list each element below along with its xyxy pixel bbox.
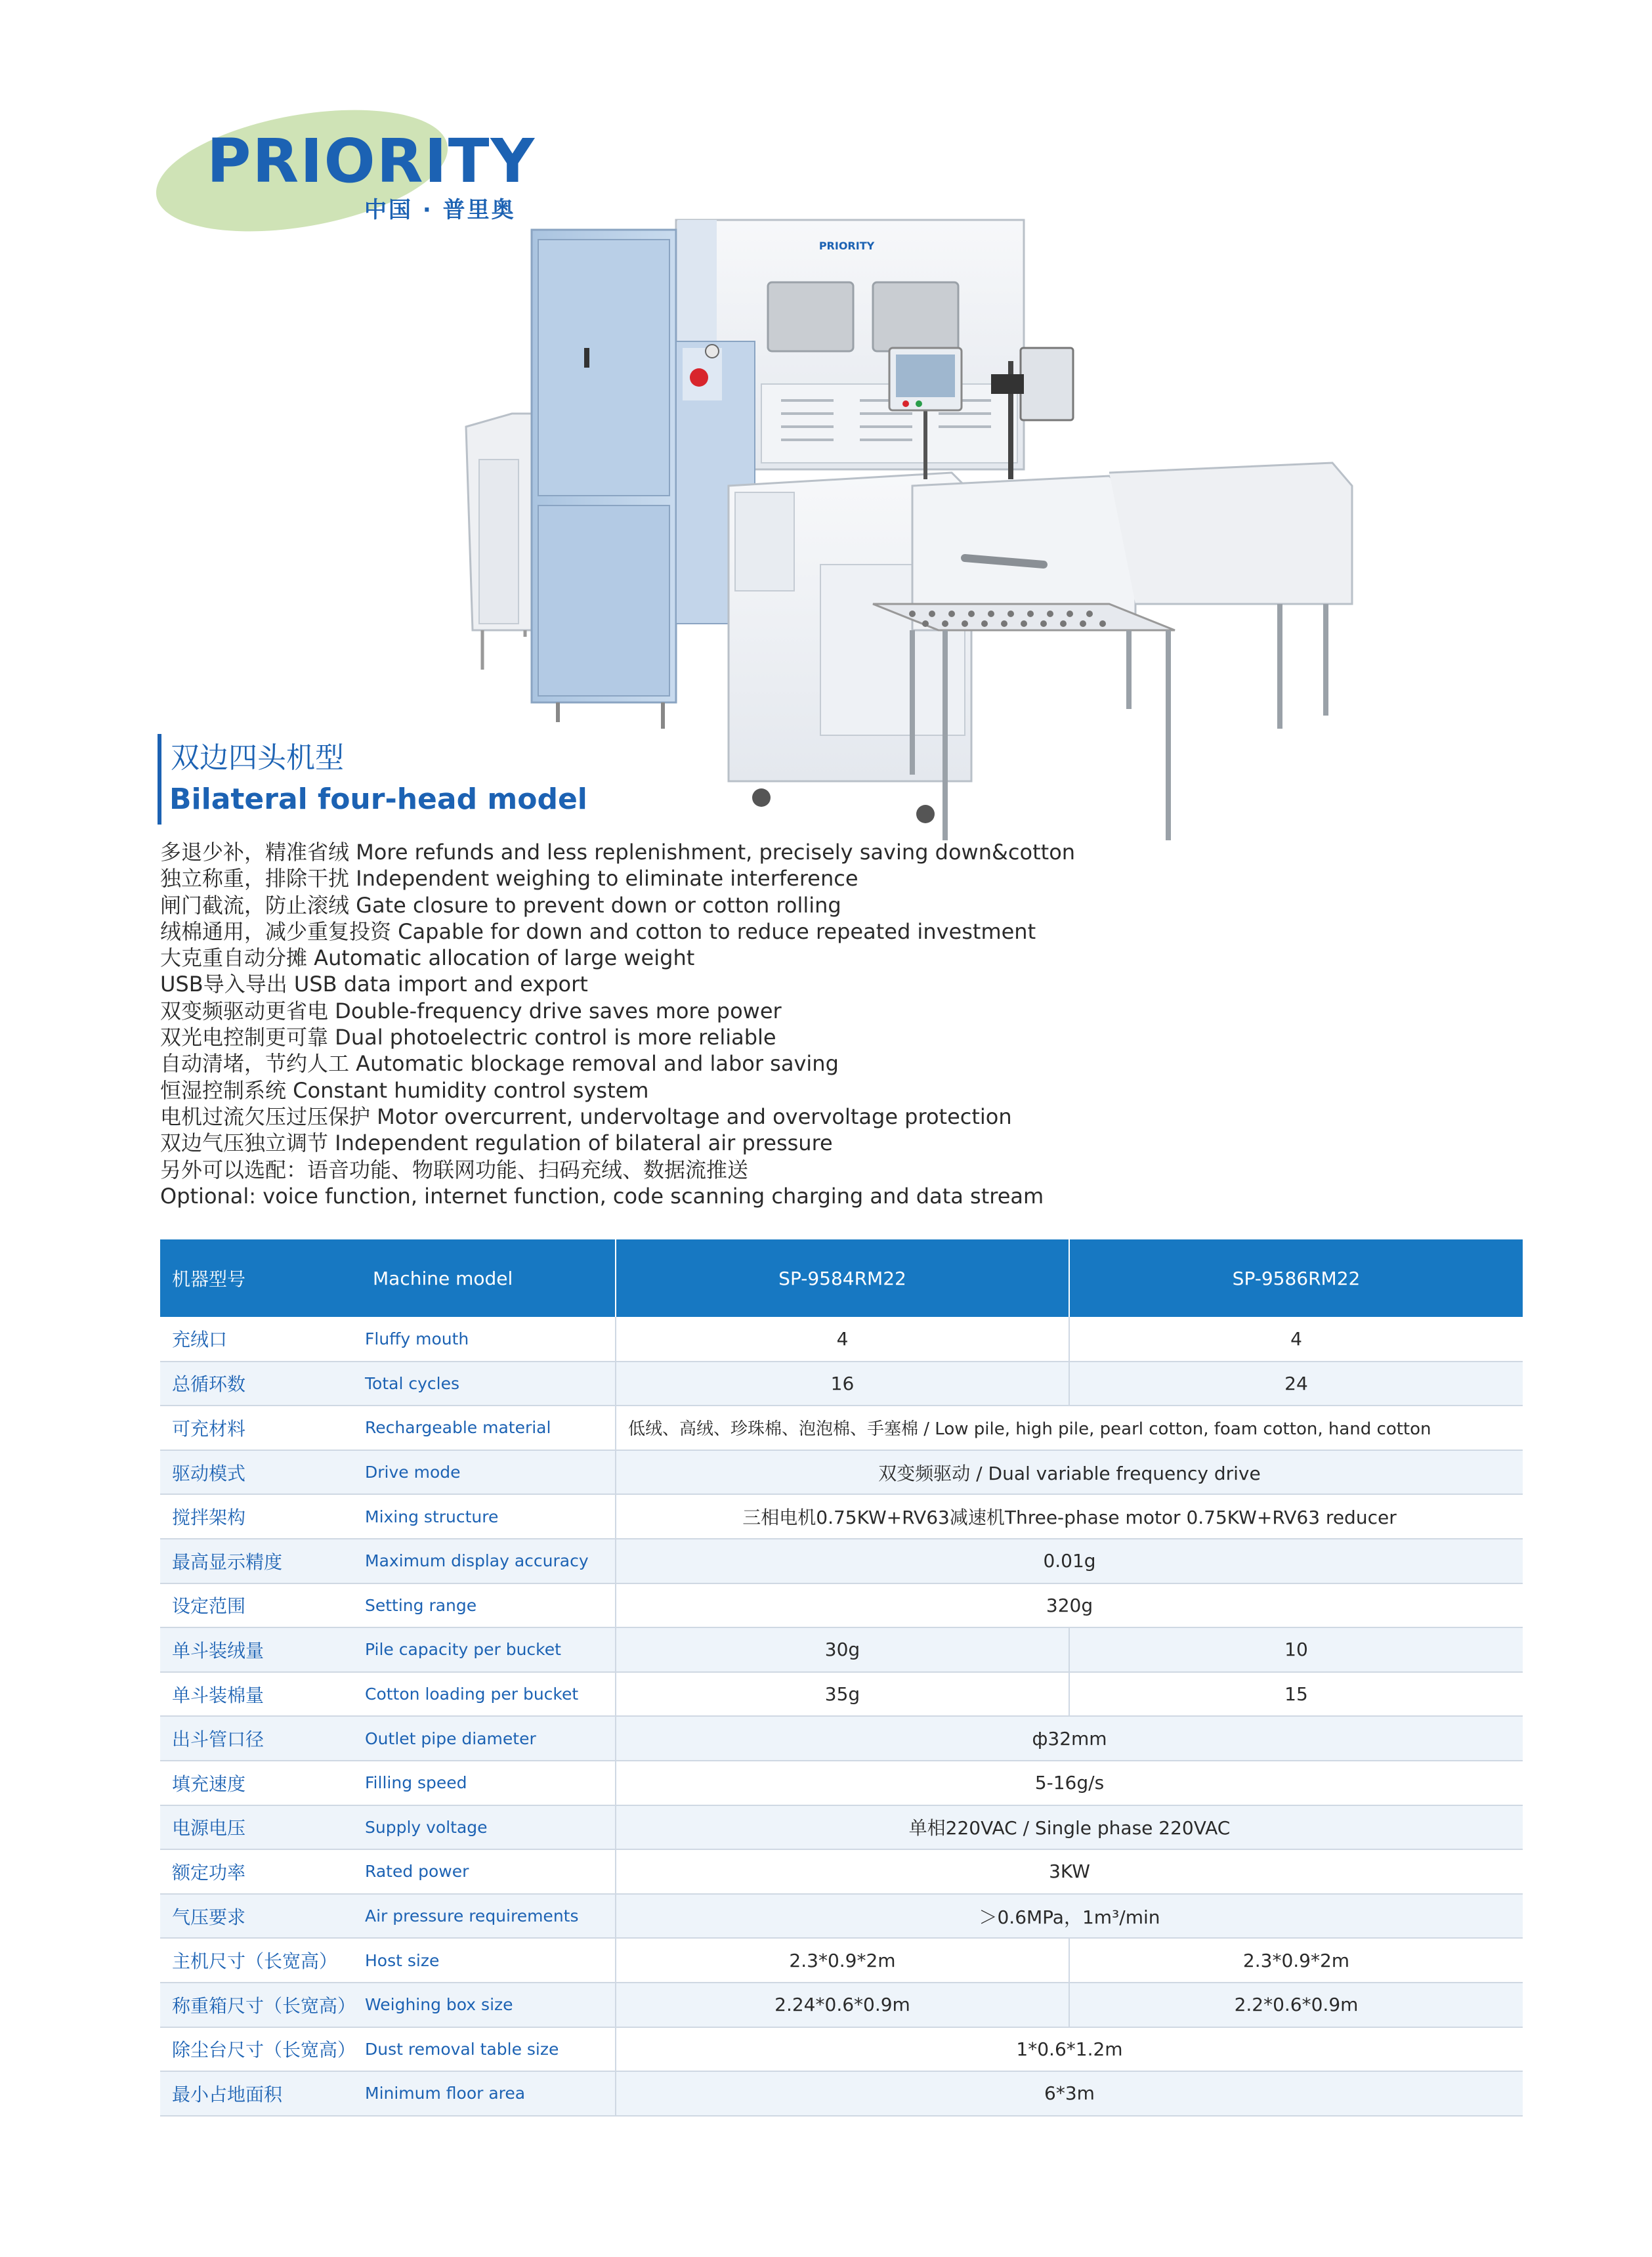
feature-item: 双变频驱动更省电 Double-frequency drive saves more power bbox=[160, 998, 782, 1023]
row-value-a: 4 bbox=[616, 1317, 1069, 1362]
row-value-a: 2.3*0.9*2m bbox=[616, 1938, 1069, 1983]
row-label-en: Minimum floor area bbox=[361, 2071, 616, 2116]
row-label-en: Host size bbox=[361, 1938, 616, 1983]
row-label-cn: 设定范围 bbox=[160, 1583, 361, 1628]
header-model-cn: 机器型号 bbox=[160, 1239, 361, 1317]
row-label-cn: 称重箱尺寸（长宽高） bbox=[160, 1983, 361, 2027]
header-model-a: SP-9584RM22 bbox=[616, 1239, 1069, 1317]
row-label-en: Mixing structure bbox=[361, 1494, 616, 1539]
row-value: ＞0.6MPa，1m³/min bbox=[616, 1894, 1523, 1939]
page-title-cn: 双边四头机型 bbox=[171, 741, 344, 775]
row-value: 6*3m bbox=[616, 2071, 1523, 2116]
feature-item: 独立称重，排除干扰 Independent weighing to eliminate interference bbox=[160, 866, 858, 892]
row-label-cn: 充绒口 bbox=[160, 1317, 361, 1362]
row-value: 5-16g/s bbox=[616, 1761, 1523, 1805]
row-label-cn: 主机尺寸（长宽高） bbox=[160, 1938, 361, 1983]
table-row bbox=[160, 1494, 1523, 1539]
feature-item: 多退少补，精准省绒 More refunds and less replenishment, precisely saving down&cotton bbox=[160, 840, 1076, 865]
feature-list bbox=[160, 839, 1407, 1209]
row-label-cn: 最小占地面积 bbox=[160, 2071, 361, 2116]
logo-wordmark: PRIORITY bbox=[207, 126, 536, 196]
spec-table bbox=[160, 1239, 1523, 2117]
header-model-b: SP-9586RM22 bbox=[1069, 1239, 1523, 1317]
row-value-b: 2.3*0.9*2m bbox=[1069, 1938, 1523, 1983]
machine-logo: PRIORITY bbox=[818, 240, 875, 252]
feature-item: 自动清堵，节约人工 Automatic blockage removal and labor saving bbox=[160, 1051, 839, 1077]
row-value-b: 4 bbox=[1069, 1317, 1523, 1362]
row-label-cn: 出斗管口径 bbox=[160, 1716, 361, 1761]
row-label-cn: 驱动模式 bbox=[160, 1450, 361, 1495]
feature-item: USB导入导出 USB data import and export bbox=[160, 972, 588, 997]
row-value: 0.01g bbox=[616, 1539, 1523, 1583]
row-label-en: Weighing box size bbox=[361, 1983, 616, 2027]
table-row bbox=[160, 1583, 1523, 1628]
table-row bbox=[160, 1362, 1523, 1406]
title-accent-bar bbox=[158, 734, 161, 825]
table-row bbox=[160, 1849, 1523, 1894]
row-label-cn: 气压要求 bbox=[160, 1894, 361, 1939]
row-label-en: Outlet pipe diameter bbox=[361, 1716, 616, 1761]
row-label-cn: 总循环数 bbox=[160, 1362, 361, 1406]
row-label-cn: 搅拌架构 bbox=[160, 1494, 361, 1539]
table-row bbox=[160, 1627, 1523, 1672]
row-value: 3KW bbox=[616, 1849, 1523, 1894]
row-label-en: Pile capacity per bucket bbox=[361, 1627, 616, 1672]
feature-item: 闸门截流，防止滚绒 Gate closure to prevent down or cotton rolling bbox=[160, 892, 841, 918]
row-value-b: 15 bbox=[1069, 1672, 1523, 1717]
row-label-en: Dust removal table size bbox=[361, 2027, 616, 2072]
table-row bbox=[160, 1894, 1523, 1939]
feature-item: 电机过流欠压过压保护 Motor overcurrent, undervoltage and overvoltage protection bbox=[160, 1104, 1012, 1129]
feature-item: 绒棉通用，减少重复投资 Capable for down and cotton to reduce repeated investment bbox=[160, 918, 1036, 944]
row-value-a: 16 bbox=[616, 1362, 1069, 1406]
row-value-a: 30g bbox=[616, 1627, 1069, 1672]
table-row bbox=[160, 1450, 1523, 1495]
row-label-cn: 除尘台尺寸（长宽高） bbox=[160, 2027, 361, 2072]
header-model-en: Machine model bbox=[361, 1239, 616, 1317]
feature-item: 另外可以选配：语音功能、物联网功能、扫码充绒、数据流推送 bbox=[160, 1157, 749, 1182]
row-value-a: 35g bbox=[616, 1672, 1069, 1717]
row-value-b: 2.2*0.6*0.9m bbox=[1069, 1983, 1523, 2027]
row-value-a: 2.24*0.6*0.9m bbox=[616, 1983, 1069, 2027]
row-value: ф32mm bbox=[616, 1716, 1523, 1761]
row-label-en: Drive mode bbox=[361, 1450, 616, 1495]
row-label-en: Rated power bbox=[361, 1849, 616, 1894]
row-label-cn: 最高显示精度 bbox=[160, 1539, 361, 1583]
row-value-b: 24 bbox=[1069, 1362, 1523, 1406]
table-row bbox=[160, 1672, 1523, 1717]
row-label-cn: 填充速度 bbox=[160, 1761, 361, 1805]
row-value: 320g bbox=[616, 1583, 1523, 1628]
row-label-cn: 额定功率 bbox=[160, 1849, 361, 1894]
table-row bbox=[160, 1983, 1523, 2027]
row-value: 双变频驱动 / Dual variable frequency drive bbox=[616, 1450, 1523, 1495]
table-row bbox=[160, 1938, 1523, 1983]
table-row bbox=[160, 1716, 1523, 1761]
row-label-en: Cotton loading per bucket bbox=[361, 1672, 616, 1717]
feature-item: 双光电控制更可靠 Dual photoelectric control is more reliable bbox=[160, 1025, 776, 1050]
row-label-en: Maximum display accuracy bbox=[361, 1539, 616, 1583]
row-label-cn: 电源电压 bbox=[160, 1805, 361, 1850]
row-label-en: Air pressure requirements bbox=[361, 1894, 616, 1939]
table-row bbox=[160, 1406, 1523, 1450]
row-value: 三相电机0.75KW+RV63减速机Three-phase motor 0.75KW+RV63 reducer bbox=[616, 1494, 1523, 1539]
table-row bbox=[160, 2027, 1523, 2072]
table-row bbox=[160, 1539, 1523, 1583]
row-label-cn: 单斗装绒量 bbox=[160, 1627, 361, 1672]
machine-photo bbox=[453, 210, 1372, 853]
table-row bbox=[160, 1761, 1523, 1805]
logo-subtitle: 中国 · 普里奥 bbox=[364, 197, 516, 223]
row-label-en: Total cycles bbox=[361, 1362, 616, 1406]
page-title-en: Bilateral four-head model bbox=[169, 783, 587, 816]
feature-item: 双边气压独立调节 Independent regulation of bilateral air pressure bbox=[160, 1130, 833, 1156]
table-header-row bbox=[160, 1239, 1523, 1317]
feature-item: Optional: voice function, internet function, code scanning charging and data stream bbox=[160, 1183, 1044, 1209]
row-value: 1*0.6*1.2m bbox=[616, 2027, 1523, 2072]
row-label-en: Fluffy mouth bbox=[361, 1317, 616, 1362]
table-row bbox=[160, 2071, 1523, 2116]
row-label-en: Rechargeable material bbox=[361, 1406, 616, 1450]
row-label-cn: 可充材料 bbox=[160, 1406, 361, 1450]
feature-item: 大克重自动分摊 Automatic allocation of large weight bbox=[160, 945, 695, 971]
row-value: 单相220VAC / Single phase 220VAC bbox=[616, 1805, 1523, 1850]
row-label-en: Setting range bbox=[361, 1583, 616, 1628]
row-value: 低绒、高绒、珍珠棉、泡泡棉、手塞棉 / Low pile, high pile, pearl cotton, foam cotton, hand cotton bbox=[616, 1406, 1523, 1450]
table-row bbox=[160, 1805, 1523, 1850]
table-row bbox=[160, 1317, 1523, 1362]
row-label-cn: 单斗装棉量 bbox=[160, 1672, 361, 1717]
row-value-b: 10 bbox=[1069, 1627, 1523, 1672]
row-label-en: Filling speed bbox=[361, 1761, 616, 1805]
feature-item: 恒湿控制系统 Constant humidity control system bbox=[160, 1077, 649, 1103]
row-label-en: Supply voltage bbox=[361, 1805, 616, 1850]
